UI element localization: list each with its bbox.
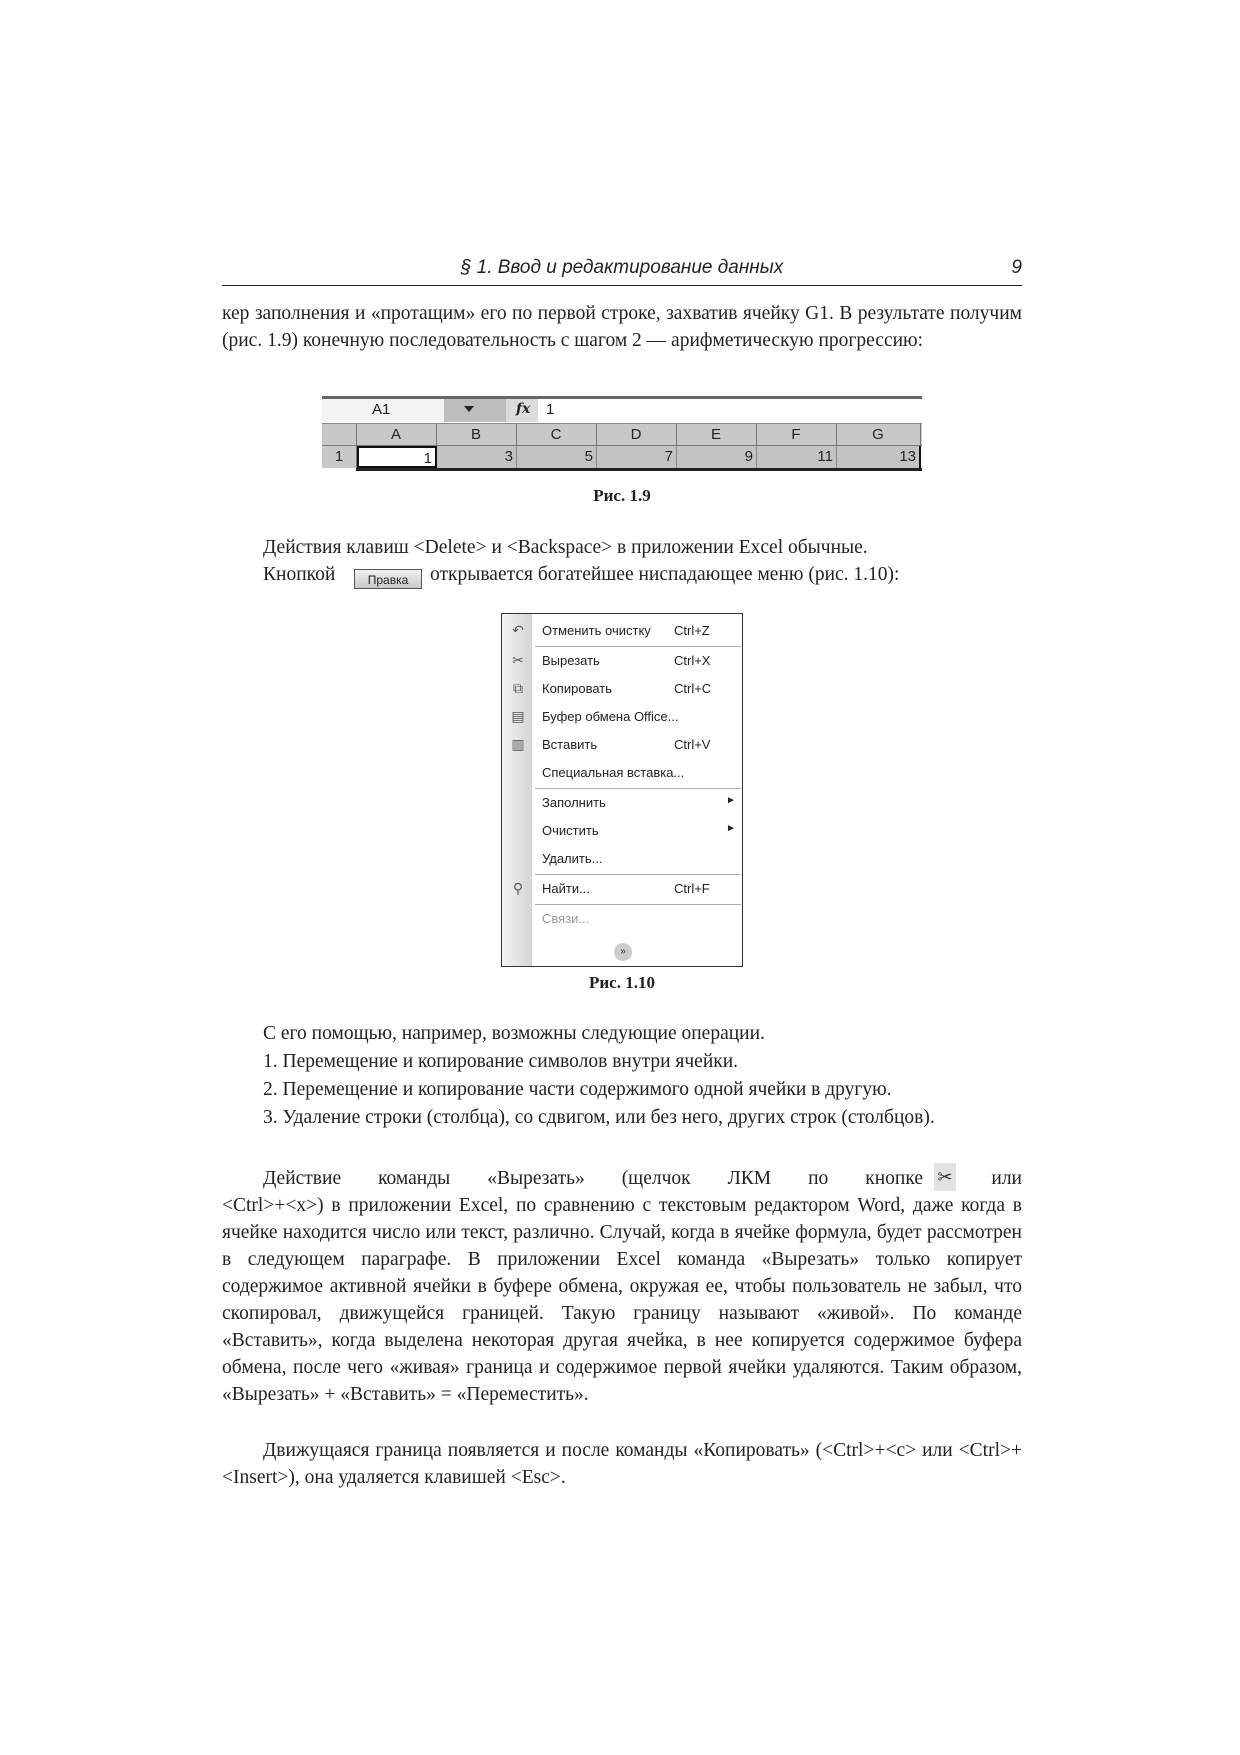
paragraph-keys: Действия клавиш <Delete> и <Backspace> в приложении Excel обычные.	[263, 537, 868, 558]
menu-item-paste-special[interactable]: Специальная вставка...	[542, 765, 685, 780]
figure-caption: Рис. 1.10	[589, 973, 655, 992]
paragraph-copy: Движущаяся граница появляется и после команды «Копировать» (<Ctrl>+<c> или <Ctrl>+<Insert>), она удаляется клавишей <Esc>.	[222, 1440, 1022, 1488]
clipboard-icon: ▤	[511, 708, 525, 724]
cell-a1[interactable]: 1	[357, 446, 437, 468]
expand-menu-icon[interactable]: »	[614, 943, 632, 961]
cell-c1[interactable]: 5	[517, 446, 597, 468]
formula-input[interactable]: 1	[546, 401, 555, 418]
menu-item-fill[interactable]: Заполнить ►	[542, 795, 736, 810]
row-header[interactable]: 1	[322, 446, 357, 468]
scissors-icon: ✂	[512, 652, 524, 668]
list-item: 2. Перемещение и копирование части содержимого одной ячейки в другую.	[263, 1079, 892, 1100]
menu-item-find[interactable]: ⚲ Найти... Ctrl+F	[502, 878, 742, 900]
column-header[interactable]: B	[436, 424, 517, 445]
figure-caption: Рис. 1.9	[593, 486, 651, 505]
cell-b1[interactable]: 3	[437, 446, 517, 468]
paste-icon: ▥	[511, 736, 525, 752]
cell-g1[interactable]: 13	[837, 446, 921, 468]
paragraph-cut-or: или	[991, 1168, 1022, 1189]
menu-separator	[535, 788, 741, 789]
name-box[interactable]: A1	[322, 399, 445, 422]
paragraph-button-after: открывается богатейшее ниспадающее меню (рис. 1.10):	[430, 564, 900, 585]
copy-icon: ⧉	[513, 680, 523, 696]
menu-separator	[535, 646, 741, 647]
column-header[interactable]: F	[756, 424, 837, 445]
excel-strip-figure	[322, 396, 922, 475]
menu-item-clear[interactable]: Очистить ►	[542, 823, 736, 838]
running-title: § 1. Ввод и редактирование данных	[460, 257, 784, 278]
paragraph-operations: С его помощью, например, возможны следующие операции.	[263, 1023, 765, 1044]
selection-border	[356, 468, 922, 471]
menu-item-cut[interactable]: ✂ Вырезать Ctrl+X	[502, 650, 742, 672]
list-item: 1. Перемещение и копирование символов внутри ячейки.	[263, 1051, 739, 1072]
paragraph-cut: <Ctrl>+<x>) в приложении Excel, по сравнению с текстовым редактором Word, даже когда в ячейке находится число или текст, различно. Случай, когда в ячейке формула, будет рассмотрен в следующем параграфе. В приложении Excel команда «Вырезать» только копирует содержимое активной ячейки в буфере обмена, окружая ее, чтобы пользователь не забыл, что скопировал, движущейся границей. Такую границу называют «живой». По команде «Вставить», когда выделена некоторая другая ячейка, в нее копируется содержимое буфера обмена, после чего «живая» граница и содержимое первой ячейки удаляются. Таким образом, «Вырезать» + «Вставить» = «Переместить».	[222, 1195, 1022, 1405]
menu-separator	[535, 874, 741, 875]
running-header	[222, 255, 1022, 286]
submenu-arrow-icon: ►	[726, 795, 736, 806]
column-header-row	[322, 424, 922, 446]
column-header[interactable]: E	[676, 424, 757, 445]
pravka-button[interactable]: Правка	[354, 569, 422, 589]
paragraph-cut-start: Действие команды «Вырезать» (щелчок ЛКМ по кнопке	[263, 1168, 923, 1189]
formula-bar	[322, 399, 922, 424]
column-header[interactable]: G	[836, 424, 921, 445]
column-header[interactable]: A	[356, 424, 437, 445]
menu-separator	[535, 904, 741, 905]
select-all-corner[interactable]	[322, 424, 357, 445]
column-header[interactable]: D	[596, 424, 677, 445]
menu-item-links: Связи...	[542, 911, 590, 926]
menu-item-clipboard[interactable]: ▤ Буфер обмена Office...	[502, 706, 742, 728]
page-number: 9	[1011, 257, 1022, 278]
fx-icon: fx	[516, 401, 531, 417]
chevron-down-icon	[464, 406, 474, 412]
scissors-icon: ✂	[934, 1163, 956, 1191]
menu-item-delete[interactable]: Удалить...	[542, 851, 603, 866]
name-box-dropdown[interactable]	[444, 399, 506, 422]
binoculars-icon: ⚲	[512, 880, 524, 896]
submenu-arrow-icon: ►	[726, 823, 736, 834]
cell-e1[interactable]: 9	[677, 446, 757, 468]
paragraph-button-before: Кнопкой	[263, 564, 336, 585]
cell-d1[interactable]: 7	[597, 446, 677, 468]
cell-f1[interactable]: 11	[757, 446, 837, 468]
menu-item-copy[interactable]: ⧉ Копировать Ctrl+C	[502, 678, 742, 700]
undo-icon: ↶	[512, 622, 524, 638]
paragraph-intro: кер заполнения и «протащим» его по первой строке, захватив ячейку G1. В результате получим (рис. 1.9) конечную последовательность с шагом 2 — арифметическую прогрессию:	[222, 303, 1022, 351]
menu-item-paste[interactable]: ▥ Вставить Ctrl+V	[502, 734, 742, 756]
column-header[interactable]: C	[516, 424, 597, 445]
edit-menu	[501, 613, 743, 967]
menu-item-undo[interactable]: ↶ Отменить очистку Ctrl+Z	[502, 620, 742, 642]
list-item: 3. Удаление строки (столбца), со сдвигом, или без него, других строк (столбцов).	[263, 1107, 935, 1128]
fx-button[interactable]	[506, 399, 538, 422]
